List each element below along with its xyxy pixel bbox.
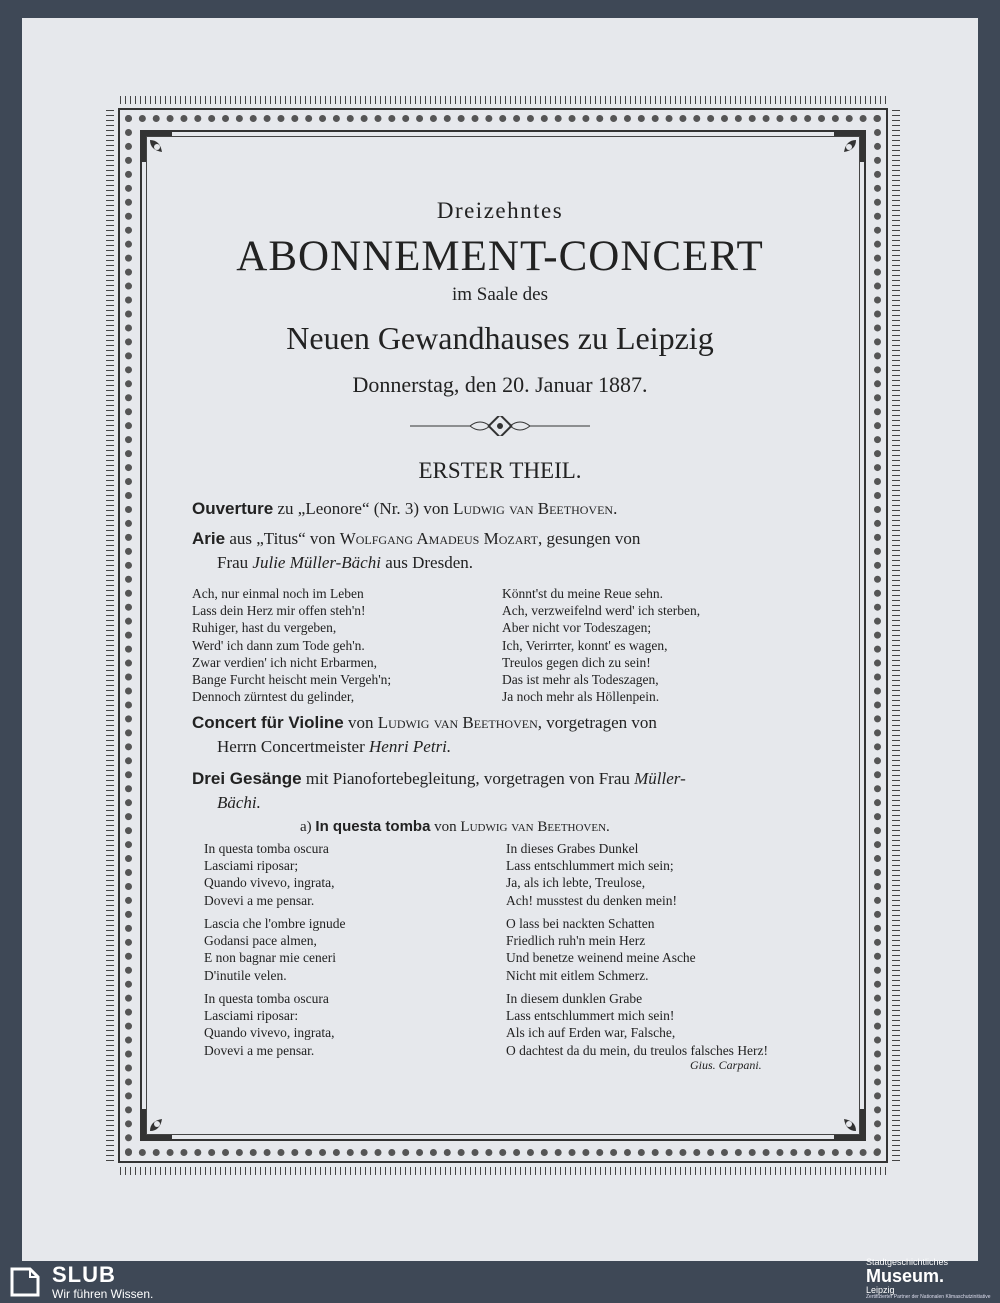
concert-title: ABONNEMENT-CONCERT	[236, 233, 764, 280]
item-title: Drei Gesänge	[192, 769, 302, 788]
title-line-1: Dreizehntes	[436, 198, 564, 223]
concert-date: Donnerstag, den 20. Januar 1887.	[352, 372, 648, 397]
item-text: zu „Leonore“ (Nr. 3) von	[273, 499, 454, 518]
item-title: Ouverture	[192, 499, 274, 518]
composer-name: Wolfgang Amadeus Mozart,	[339, 529, 543, 548]
item-text: von	[343, 713, 378, 732]
sub-item-label: a)	[300, 819, 312, 835]
item-text: mit Pianofortebegleitung, vorgetragen von Frau	[301, 769, 635, 788]
performer-name: Henri Petri.	[369, 737, 452, 756]
lyricist-credit: Gius. Carpani.	[690, 1058, 762, 1072]
program-item-arie-line2	[217, 553, 473, 573]
item-text: von	[430, 819, 461, 835]
program-item-arie	[192, 529, 640, 549]
singer-name: Julie Müller-Bächi	[252, 553, 381, 572]
slub-name: SLUB	[52, 1262, 116, 1287]
item-text: gesungen von	[542, 529, 641, 548]
item-title: Concert für Violine	[192, 713, 344, 732]
item-text: vorgetragen von	[542, 713, 657, 732]
program-item-gesaenge	[192, 769, 686, 789]
museum-name: Museum.	[866, 1266, 945, 1286]
item-text: aus „Titus“ von	[225, 529, 340, 548]
verse-italian-3: In questa tomba oscura Lasciami riposar: Quando vivevo, ingrata, Dovevi a me pensar.	[204, 991, 335, 1058]
corner-ornament-icon	[140, 1107, 174, 1141]
slub-tagline: Wir führen Wissen.	[52, 1287, 154, 1301]
part-heading: ERSTER THEIL.	[418, 458, 582, 483]
composer-name: Ludwig van Beethoven.	[460, 819, 610, 835]
item-text: Frau	[217, 553, 253, 572]
verse-german-1: In dieses Grabes Dunkel Lass entschlummert mich sein; Ja, als ich lebte, Treulose, Ach! musstest du denken mein!	[506, 841, 677, 908]
verse-german-2: O lass bei nackten Schatten Friedlich ruh'n mein Herz Und benetze weinend meine Asche Nicht mit eitlem Schmerz.	[506, 916, 696, 983]
item-title: Arie	[192, 529, 226, 548]
museum-partner-note: Zertifizierter Partner der Nationalen Klimaschutzinitiative	[866, 1294, 991, 1300]
border-ticks-bottom	[120, 1167, 886, 1175]
program-item-concert	[192, 713, 657, 733]
footer-bar	[0, 1257, 1000, 1303]
verse-right: Könnt'st du meine Reue sehn. Ach, verzweifelnd werd' ich sterben, Aber nicht vor Todeszagen; Ich, Verirrter, konnt' es wagen, Treulos gegen dich zu sein! Das ist mehr als Todeszagen, Ja noch mehr als Höllenpein.	[502, 586, 701, 705]
program-item-ouverture	[192, 499, 617, 519]
slub-logo-icon	[8, 1265, 42, 1299]
corner-ornament-icon	[140, 130, 174, 164]
verse-italian-2: Lascia che l'ombre ignude Godansi pace almen, E non bagnar mie ceneri D'inutile velen.	[204, 916, 346, 983]
document-page	[22, 18, 978, 1261]
museum-label: Stadtgeschichtliches	[866, 1257, 949, 1267]
corner-ornament-icon	[832, 130, 866, 164]
museum-city: Leipzig	[866, 1285, 895, 1295]
sub-item-title: In questa tomba	[315, 818, 431, 835]
composer-name: Ludwig van Beethoven.	[453, 499, 618, 518]
item-text: Herrn Concertmeister	[217, 737, 369, 756]
title-line-3: im Saale des	[451, 284, 549, 305]
venue-title: Neuen Gewandhauses zu Leipzig	[286, 320, 714, 356]
divider-ornament-icon	[410, 416, 590, 436]
program-item-concert-line2	[217, 737, 451, 757]
composer-name: Ludwig van Beethoven,	[377, 713, 542, 732]
corner-ornament-icon	[832, 1107, 866, 1141]
singer-name-continued: Bächi.	[217, 793, 261, 812]
sub-item-a	[300, 818, 610, 836]
verse-german-3: In diesem dunklen Grabe Lass entschlummert mich sein! Als ich auf Erden war, Falsche, O dachtest da du mein, du treulos falsches Herz!	[506, 991, 769, 1058]
verse-italian-1: In questa tomba oscura Lasciami riposar; Quando vivevo, ingrata, Dovevi a me pensar.	[204, 841, 335, 908]
singer-name: Müller-	[634, 769, 686, 788]
item-text: aus Dresden.	[380, 553, 474, 572]
verse-left: Ach, nur einmal noch im Leben Lass dein Herz mir offen steh'n! Ruhiger, hast du vergeben, Werd' ich dann zum Tode geh'n. Zwar verdien' ich nicht Erbarmen, Bange Furcht heischt mein Vergeh'n; Dennoch zürntest du gelinder,	[192, 586, 392, 705]
border-ticks-top	[120, 96, 886, 104]
